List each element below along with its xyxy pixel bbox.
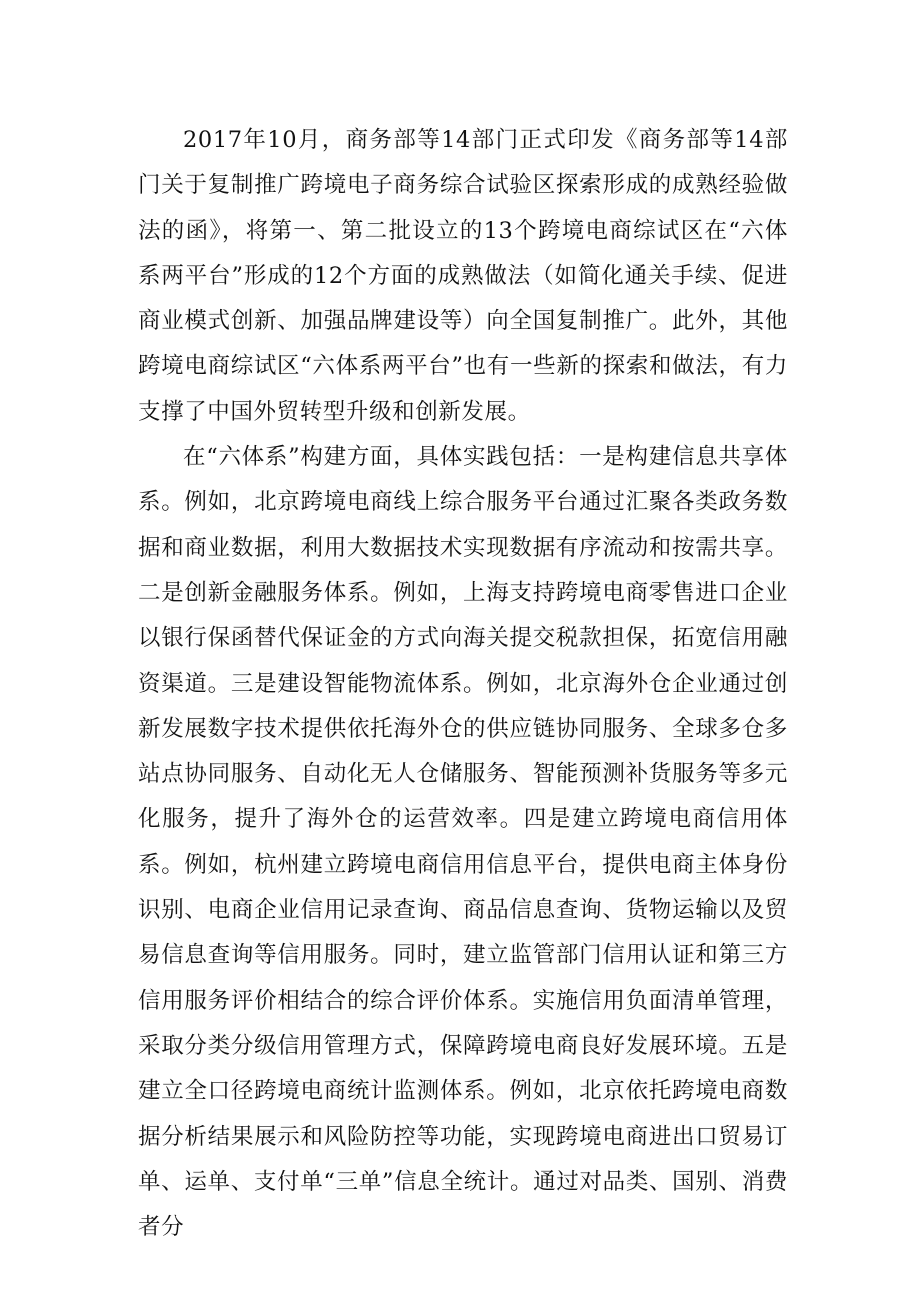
- paragraph-policy-promotion: 2017年10月，商务部等14部门正式印发《商务部等14部门关于复制推广跨境电子商务综合试验区探索形成的成熟经验做法的函》，将第一、第二批设立的13个跨境电商综试区在“六体系两平台”形成的12个方面的成熟做法（如简化通关手续、促进商业模式创新、加强品牌建设等）向全国复制推广。此外，其他跨境电商综试区“六体系两平台”也有一些新的探索和做法，有力支撑了中国外贸转型升级和创新发展。: [138, 127, 788, 425]
- paragraph-six-systems: 在“六体系”构建方面，具体实践包括：一是构建信息共享体系。例如，北京跨境电商线上综合服务平台通过汇聚各类政务数据和商业数据，利用大数据技术实现数据有序流动和按需共享。二是创新金融服务体系。例如，上海支持跨境电商零售进口企业以银行保函替代保证金的方式向海关提交税款担保，拓宽信用融资渠道。三是建设智能物流体系。例如，北京海外仓企业通过创新发展数字技术提供依托海外仓的供应链协同服务、全球多仓多站点协同服务、自动化无人仓储服务、智能预测补货服务等多元化服务，提升了海外仓的运营效率。四是建立跨境电商信用体系。例如，杭州建立跨境电商信用信息平台，提供电商主体身份识别、电商企业信用记录查询、商品信息查询、货物运输以及贸易信息查询等信用服务。同时，建立监管部门信用认证和第三方信用服务评价相结合的综合评价体系。实施信用负面清单管理，采取分类分级信用管理方式，保障跨境电商良好发展环境。五是建立全口径跨境电商统计监测体系。例如，北京依托跨境电商数据分析结果展示和风险防控等功能，实现跨境电商进出口贸易订单、运单、支付单“三单”信息全统计。通过对品类、国别、消费者分: [138, 444, 788, 1241]
- document-page: [138, 118, 788, 1250]
